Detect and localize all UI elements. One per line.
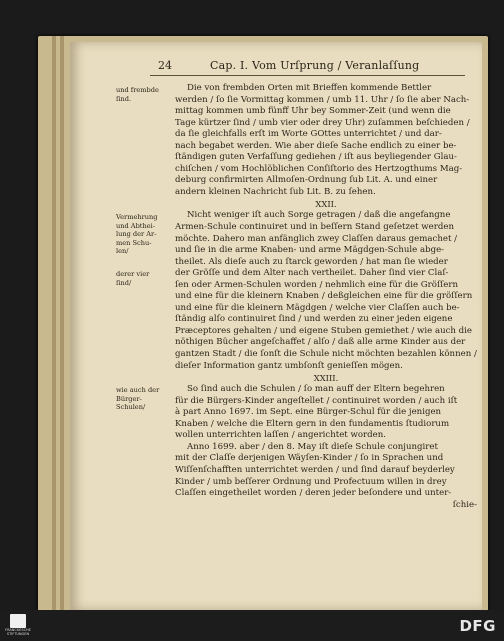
margin-note-line: men Schu- <box>116 238 152 247</box>
viewer-footer <box>0 610 504 641</box>
margin-note <box>116 270 174 287</box>
section-heading: XXII. <box>315 199 337 210</box>
page-edge <box>60 36 64 611</box>
text-line: und eine für die kleinern Mägdgen / welche vier Claſſen auch be- <box>175 302 460 313</box>
text-line: gantzen Stadt / die ſonſt die Schule nicht möchten bezahlen können / <box>175 349 477 360</box>
text-line: nöthigen Bücher angeſchaffet / alſo / daß alle arme Kinder aus der <box>175 337 466 348</box>
text-line: Armen-Schule continuiret und in beſſern Stand geſetzet werden <box>175 222 454 233</box>
margin-note-line: und Abthei- <box>116 221 155 230</box>
text-line: da ſie gleichfalls erſt im Worte GOttes unterrichtet / und dar- <box>175 129 442 140</box>
text-line: mittag kommen umb fünff Uhr bey Sommer-Zeit (und wenn die <box>175 106 451 117</box>
margin-note <box>116 86 174 103</box>
text-line: und ſie in die arme Knaben- und arme Mägdgen-Schule abge- <box>175 245 445 256</box>
page-number: 24 <box>158 59 172 72</box>
text-line: theilet. Als dieſe auch zu ſtarck geworden / hat man ſie wieder <box>175 256 448 267</box>
text-line: Præceptores gehalten / und eigene Stuben gemiethet / wie auch die <box>175 325 473 336</box>
text-line: ſtändigen guten Verfaſſung gediehen / iſt aus beyliegender Glau- <box>175 152 457 163</box>
catchword: ſchie- <box>452 499 477 510</box>
margin-note-line: len/ <box>116 247 129 256</box>
margin-note-line: lung der Ar- <box>116 230 157 239</box>
text-line: Knaben / welche die Eltern gern in den fundamentis ſtudiorum <box>175 418 450 429</box>
text-line: mit der Claſſe derjenigen Wäyſen-Kinder / ſo in Sprachen und <box>175 453 444 464</box>
text-line: für die Bürgers-Kinder angeſtellet / continuiret worden / auch iſt <box>175 395 458 406</box>
text-line: deburg confirmirten Allmoſen-Ordnung ſub Lit. A. und einer <box>175 175 438 186</box>
margin-note <box>116 213 174 256</box>
text-line: chiſchen / vom Hochlöblichen Conſiſtorio des Hertzogthums Mag- <box>175 163 463 174</box>
text-line: werden / ſo ſie Vormittag kommen / umb 11. Uhr / ſo ſie aber Nach- <box>175 94 470 105</box>
margin-note-line: ſind. <box>116 94 132 103</box>
text-line: nach begabet werden. Wie aber dieſe Sache endlich zu einer be- <box>175 140 457 151</box>
text-line: und eine für die kleinern Knaben / deßgleichen eine für die gröſſern <box>175 291 473 302</box>
margin-note-line: und frembde <box>116 86 159 94</box>
text-line: andern kleinen Nachricht ſub Lit. B. zu ſehen. <box>175 186 376 197</box>
margin-note-line: derer vier <box>116 270 150 278</box>
page-body <box>175 83 477 511</box>
margin-note-line: Bürger- <box>116 394 142 403</box>
header-rule <box>150 75 465 76</box>
margin-note-line: Schulen/ <box>116 403 146 412</box>
francke-logo-text: FRANCKESCHE STIFTUNGEN <box>5 628 31 636</box>
text-line: ſen oder Armen-Schulen worden / nehmlich eine für die Gröſſern <box>175 279 459 290</box>
francke-logo-icon <box>10 614 26 628</box>
page-edge <box>52 36 56 611</box>
text-line: dieſer Information gantz umbſonſt genieſſen mögen. <box>175 360 403 371</box>
text-line: Die von frembden Orten mit Brieffen kommende Bettler <box>187 83 432 93</box>
margin-note-line: Vermehrung <box>116 213 158 221</box>
running-title: Cap. I. Vom Urſprung / Veranlaſſung <box>210 59 420 72</box>
dfg-logo: DFG <box>459 617 496 635</box>
text-line: der Gröſſe und dem Alter nach vertheilet. Daher ſind vier Claſ- <box>175 268 449 279</box>
text-line: Wiſſenſchafften unterrichtet werden / und ſind darauf beyderley <box>175 464 455 475</box>
francke-logo <box>4 614 32 638</box>
text-line: Nicht weniger iſt auch Sorge getragen / daß die angefangne <box>187 210 451 221</box>
section-heading: XXIII. <box>313 373 339 384</box>
text-line: Tage kürtzer ſind / umb vier oder drey Uhr) zuſammen beſchieden / <box>175 117 470 128</box>
text-line: ſtändig alſo continuiret ſind / und werden zu einer jeden eigene <box>175 314 453 325</box>
margin-note-line: wie auch der <box>116 386 160 394</box>
text-line: Kinder / umb beſſerer Ordnung und Profectuum willen in drey <box>175 476 447 487</box>
text-line: à part Anno 1697. im Sept. eine Bürger-Schul für die jenigen <box>175 407 442 418</box>
text-line: möchte. Dahero man anfänglich zwey Claſſen daraus gemachet / <box>175 233 458 244</box>
margin-note <box>116 386 174 412</box>
margin-note-line: ſind/ <box>116 278 132 287</box>
text-line: wollen unterrichten laſſen / angerichtet worden. <box>175 430 386 441</box>
text-line: Claſſen eingetheilet worden / deren jeder beſondere und unter- <box>175 488 452 499</box>
text-line: Anno 1699. aber / den 8. May iſt dieſe Schule conjungiret <box>187 441 438 452</box>
text-line: So ſind auch die Schulen / ſo man auff der Eltern begehren <box>187 384 445 395</box>
